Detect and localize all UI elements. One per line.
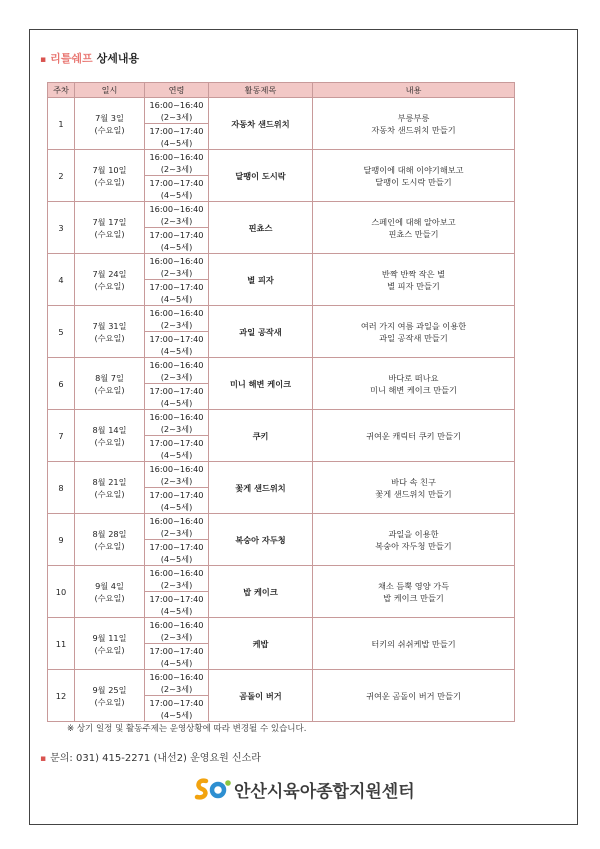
age-slot-1-line: 16:00~16:40 xyxy=(149,411,204,422)
age-slot-2-line: (4~5세) xyxy=(160,657,193,668)
activity-content-line: 과일을 이용한 xyxy=(388,528,439,539)
table-row xyxy=(48,462,515,488)
age-slot-2-line: (4~5세) xyxy=(160,605,193,616)
table-body xyxy=(48,98,515,722)
activity-content-line: 귀여운 곰돌이 버거 만들기 xyxy=(366,690,461,701)
activity-title xyxy=(209,358,313,410)
table-row xyxy=(48,98,515,124)
activity-title-line: 별 피자 xyxy=(247,274,274,285)
date-cell xyxy=(75,306,145,358)
week-cell-line: 6 xyxy=(58,378,64,389)
age-slot-1-line: (2~3세) xyxy=(160,527,193,538)
schedule-note: ※ 상기 일정 및 활동주제는 운영상황에 따라 변경될 수 있습니다. xyxy=(67,724,307,734)
program-name: 리틀쉐프 xyxy=(50,52,93,65)
week-cell xyxy=(48,670,75,722)
activity-title xyxy=(209,670,313,722)
activity-content-line: 복숭아 자두청 만들기 xyxy=(375,540,452,551)
org-logo-icon xyxy=(192,775,232,803)
date-cell-line: (수요일) xyxy=(94,592,125,603)
age-slot-1 xyxy=(145,358,209,384)
activity-title xyxy=(209,410,313,462)
activity-content-line: 바다 속 친구 xyxy=(391,476,436,487)
activity-title-line: 핀쵸스 xyxy=(248,222,273,233)
age-slot-2 xyxy=(145,124,209,150)
date-cell xyxy=(75,410,145,462)
age-slot-1-line: (2~3세) xyxy=(160,267,193,278)
date-cell xyxy=(75,670,145,722)
age-slot-2-line: (4~5세) xyxy=(160,241,193,252)
age-slot-2-line: 17:00~17:40 xyxy=(149,177,204,188)
age-slot-2-line: (4~5세) xyxy=(160,449,193,460)
date-cell-line: 8월 14일 xyxy=(92,424,127,435)
date-cell-line: 9월 4일 xyxy=(95,580,124,591)
activity-title xyxy=(209,150,313,202)
date-cell xyxy=(75,202,145,254)
age-slot-2-line: (4~5세) xyxy=(160,397,193,408)
age-slot-1-line: 16:00~16:40 xyxy=(149,619,204,630)
activity-content xyxy=(313,150,515,202)
week-cell xyxy=(48,306,75,358)
age-slot-1 xyxy=(145,306,209,332)
date-cell-line: 7월 10일 xyxy=(92,164,127,175)
week-cell-line: 8 xyxy=(58,482,64,493)
activity-content xyxy=(313,202,515,254)
age-slot-1 xyxy=(145,618,209,644)
activity-content-line: 스페인에 대해 알아보고 xyxy=(371,216,456,227)
activity-content xyxy=(313,306,515,358)
age-slot-1-line: 16:00~16:40 xyxy=(149,99,204,110)
date-cell-line: (수요일) xyxy=(94,332,125,343)
age-slot-2 xyxy=(145,280,209,306)
age-slot-1 xyxy=(145,150,209,176)
activity-title-line: 미니 해변 케이크 xyxy=(229,378,292,389)
table-row xyxy=(48,410,515,436)
activity-content-line: 반짝 반짝 작은 별 xyxy=(381,268,446,279)
activity-title-line: 복숭아 자두청 xyxy=(235,534,286,545)
age-slot-1-line: 16:00~16:40 xyxy=(149,359,204,370)
week-cell-line: 9 xyxy=(58,534,64,545)
age-slot-1 xyxy=(145,514,209,540)
age-slot-2 xyxy=(145,644,209,670)
age-slot-1-line: 16:00~16:40 xyxy=(149,203,204,214)
date-cell-line: (수요일) xyxy=(94,696,125,707)
activity-content-line: 달팽이에 대해 이야기해보고 xyxy=(363,164,464,175)
age-slot-1-line: (2~3세) xyxy=(160,111,193,122)
date-cell-line: (수요일) xyxy=(94,176,125,187)
activity-title xyxy=(209,566,313,618)
date-cell xyxy=(75,462,145,514)
week-cell xyxy=(48,202,75,254)
activity-title-line: 케밥 xyxy=(252,638,269,649)
age-slot-2-line: (4~5세) xyxy=(160,709,193,720)
age-slot-1-line: (2~3세) xyxy=(160,631,193,642)
week-cell-line: 10 xyxy=(55,586,67,597)
age-slot-2 xyxy=(145,436,209,462)
age-slot-2-line: 17:00~17:40 xyxy=(149,385,204,396)
activity-content xyxy=(313,566,515,618)
section-heading xyxy=(40,50,139,66)
activity-title xyxy=(209,98,313,150)
date-cell-line: 7월 3일 xyxy=(95,112,124,123)
age-slot-1-line: (2~3세) xyxy=(160,683,193,694)
age-slot-2-line: (4~5세) xyxy=(160,553,193,564)
table-row xyxy=(48,514,515,540)
activity-content-line: 핀쵸스 만들기 xyxy=(388,228,439,239)
age-slot-2-line: 17:00~17:40 xyxy=(149,229,204,240)
week-cell xyxy=(48,254,75,306)
age-slot-1 xyxy=(145,98,209,124)
date-cell-line: (수요일) xyxy=(94,228,125,239)
date-cell-line: 7월 24일 xyxy=(92,268,127,279)
date-cell-line: 7월 31일 xyxy=(92,320,127,331)
week-cell-line: 12 xyxy=(55,690,67,701)
activity-title xyxy=(209,462,313,514)
date-cell-line: (수요일) xyxy=(94,644,125,655)
schedule-table xyxy=(47,82,515,722)
age-slot-1-line: 16:00~16:40 xyxy=(149,151,204,162)
activity-content-line: 여러 가지 여름 과일을 이용한 xyxy=(360,320,467,331)
age-slot-1-line: 16:00~16:40 xyxy=(149,463,204,474)
date-cell-line: 7월 17일 xyxy=(92,216,127,227)
age-slot-2 xyxy=(145,332,209,358)
age-slot-2-line: (4~5세) xyxy=(160,137,193,148)
date-cell xyxy=(75,98,145,150)
week-cell xyxy=(48,410,75,462)
age-slot-1-line: 16:00~16:40 xyxy=(149,671,204,682)
age-slot-2-line: 17:00~17:40 xyxy=(149,593,204,604)
age-slot-1-line: (2~3세) xyxy=(160,579,193,590)
age-slot-2-line: 17:00~17:40 xyxy=(149,333,204,344)
week-cell-line: 4 xyxy=(58,274,64,285)
week-cell-line: 7 xyxy=(58,430,64,441)
activity-content-line: 자동차 샌드위치 만들기 xyxy=(371,124,456,135)
header-content: 내용 xyxy=(313,83,515,98)
age-slot-1-line: 16:00~16:40 xyxy=(149,255,204,266)
age-slot-1-line: 16:00~16:40 xyxy=(149,307,204,318)
table-row xyxy=(48,202,515,228)
activity-title-line: 달팽이 도시락 xyxy=(235,170,286,181)
bullet-icon: ▪ xyxy=(40,754,47,764)
table-row xyxy=(48,306,515,332)
activity-content xyxy=(313,514,515,566)
header-title: 활동제목 xyxy=(209,83,313,98)
footer xyxy=(192,775,452,803)
week-cell-line: 3 xyxy=(58,222,64,233)
table-row xyxy=(48,618,515,644)
heading-label: 상세내용 xyxy=(96,52,140,65)
age-slot-1-line: (2~3세) xyxy=(160,163,193,174)
activity-content-line: 부릉부릉 xyxy=(397,112,430,123)
activity-content xyxy=(313,618,515,670)
activity-content xyxy=(313,254,515,306)
week-cell xyxy=(48,358,75,410)
age-slot-2 xyxy=(145,540,209,566)
age-slot-2 xyxy=(145,228,209,254)
activity-title-line: 곰돌이 버거 xyxy=(239,690,282,701)
age-slot-2-line: (4~5세) xyxy=(160,189,193,200)
table-row xyxy=(48,150,515,176)
activity-title xyxy=(209,202,313,254)
age-slot-1-line: (2~3세) xyxy=(160,423,193,434)
activity-content xyxy=(313,462,515,514)
header-week: 주차 xyxy=(48,83,75,98)
date-cell xyxy=(75,618,145,670)
date-cell-line: 8월 7일 xyxy=(95,372,124,383)
date-cell xyxy=(75,254,145,306)
age-slot-1-line: 16:00~16:40 xyxy=(149,515,204,526)
age-slot-2 xyxy=(145,592,209,618)
age-slot-1 xyxy=(145,254,209,280)
age-slot-1 xyxy=(145,670,209,696)
week-cell-line: 2 xyxy=(58,170,64,181)
activity-content-line: 밥 케이크 만들기 xyxy=(383,592,444,603)
date-cell xyxy=(75,150,145,202)
age-slot-1-line: (2~3세) xyxy=(160,319,193,330)
activity-title-line: 쿠키 xyxy=(252,430,269,441)
age-slot-1-line: (2~3세) xyxy=(160,371,193,382)
date-cell-line: (수요일) xyxy=(94,540,125,551)
header-age: 연령 xyxy=(145,83,209,98)
activity-content-line: 미니 해변 케이크 만들기 xyxy=(370,384,457,395)
table-row xyxy=(48,566,515,592)
activity-content-line: 채소 듬뿍 영양 가득 xyxy=(377,580,450,591)
age-slot-2-line: 17:00~17:40 xyxy=(149,645,204,656)
age-slot-1 xyxy=(145,566,209,592)
activity-content xyxy=(313,410,515,462)
date-cell-line: (수요일) xyxy=(94,436,125,447)
activity-content-line: 터키의 쉬쉬케밥 만들기 xyxy=(371,638,456,649)
activity-title-line: 과일 공작새 xyxy=(239,326,282,337)
activity-content-line: 귀여운 캐릭터 쿠키 만들기 xyxy=(366,430,461,441)
activity-content-line: 별 피자 만들기 xyxy=(387,280,440,291)
age-slot-1-line: 16:00~16:40 xyxy=(149,567,204,578)
age-slot-2 xyxy=(145,176,209,202)
week-cell xyxy=(48,566,75,618)
activity-title-line: 자동차 샌드위치 xyxy=(231,118,290,129)
date-cell-line: (수요일) xyxy=(94,488,125,499)
week-cell-line: 1 xyxy=(58,118,64,129)
age-slot-2-line: 17:00~17:40 xyxy=(149,125,204,136)
bullet-icon: ▪ xyxy=(40,55,47,65)
activity-content-line: 과일 공작새 만들기 xyxy=(379,332,448,343)
activity-content xyxy=(313,358,515,410)
date-cell-line: 8월 28일 xyxy=(92,528,127,539)
age-slot-1 xyxy=(145,202,209,228)
activity-title xyxy=(209,306,313,358)
table-row xyxy=(48,358,515,384)
week-cell xyxy=(48,150,75,202)
activity-content-line: 꽃게 샌드위치 만들기 xyxy=(375,488,452,499)
age-slot-2-line: 17:00~17:40 xyxy=(149,489,204,500)
activity-title-line: 꽃게 샌드위치 xyxy=(235,482,286,493)
week-cell-line: 11 xyxy=(55,638,67,649)
date-cell-line: 8월 21일 xyxy=(92,476,127,487)
age-slot-2-line: 17:00~17:40 xyxy=(149,437,204,448)
age-slot-1 xyxy=(145,462,209,488)
week-cell xyxy=(48,462,75,514)
activity-title-line: 밥 케이크 xyxy=(243,586,278,597)
age-slot-1-line: (2~3세) xyxy=(160,475,193,486)
activity-title xyxy=(209,618,313,670)
table-row xyxy=(48,254,515,280)
age-slot-2-line: (4~5세) xyxy=(160,501,193,512)
header-date: 일시 xyxy=(75,83,145,98)
age-slot-2-line: (4~5세) xyxy=(160,293,193,304)
age-slot-2-line: 17:00~17:40 xyxy=(149,697,204,708)
activity-title xyxy=(209,514,313,566)
age-slot-2 xyxy=(145,488,209,514)
date-cell xyxy=(75,566,145,618)
week-cell xyxy=(48,618,75,670)
week-cell xyxy=(48,514,75,566)
date-cell xyxy=(75,358,145,410)
date-cell-line: (수요일) xyxy=(94,124,125,135)
age-slot-2-line: 17:00~17:40 xyxy=(149,541,204,552)
activity-content-line: 달팽이 도시락 만들기 xyxy=(375,176,452,187)
date-cell-line: 9월 11일 xyxy=(92,632,127,643)
age-slot-2 xyxy=(145,696,209,722)
week-cell xyxy=(48,98,75,150)
activity-content xyxy=(313,670,515,722)
age-slot-2-line: 17:00~17:40 xyxy=(149,281,204,292)
age-slot-1-line: (2~3세) xyxy=(160,215,193,226)
age-slot-1 xyxy=(145,410,209,436)
contact-text: 문의: 031) 415-2271 (내선2) 운영요원 신소라 xyxy=(50,753,261,764)
date-cell xyxy=(75,514,145,566)
org-name: 안산시육아종합지원센터 xyxy=(234,782,415,802)
activity-content-line: 바다로 떠나요 xyxy=(388,372,439,383)
date-cell-line: (수요일) xyxy=(94,280,125,291)
table-row xyxy=(48,670,515,696)
date-cell-line: 9월 25일 xyxy=(92,684,127,695)
table-header-row xyxy=(48,83,515,98)
activity-content xyxy=(313,98,515,150)
age-slot-2-line: (4~5세) xyxy=(160,345,193,356)
age-slot-2 xyxy=(145,384,209,410)
week-cell-line: 5 xyxy=(58,326,64,337)
date-cell-line: (수요일) xyxy=(94,384,125,395)
activity-title xyxy=(209,254,313,306)
contact-info xyxy=(40,749,261,764)
